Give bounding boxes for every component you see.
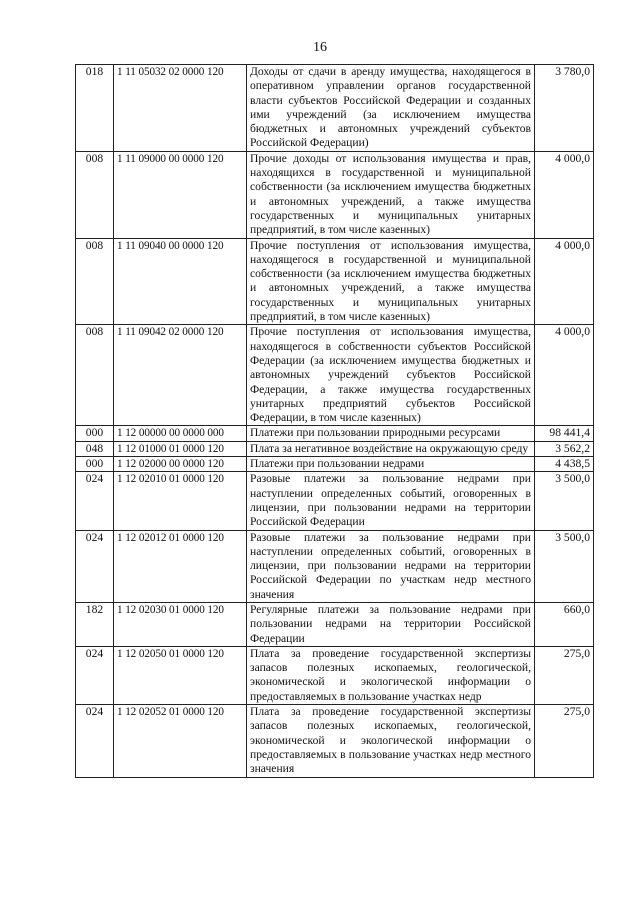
admin-code-cell: 048 <box>76 441 114 456</box>
table-row <box>76 457 594 472</box>
classification-code-cell: 1 12 02000 00 0000 120 <box>114 457 247 472</box>
revenue-name-cell: Прочие доходы от использования имущества и прав, находящихся в государственной и муниципальной собственности (за исключением имущества бюджетных и автономных учреждений, а также имущества государственных и муниципальных унитарных предприятий, в том числе казенных) <box>247 151 535 238</box>
amount-cell: 98 441,4 <box>535 426 594 441</box>
table-row <box>76 151 594 238</box>
classification-code-cell: 1 12 02010 01 0000 120 <box>114 472 247 530</box>
amount-cell: 3 500,0 <box>535 472 594 530</box>
revenue-name-cell: Разовые платежи за пользование недрами при наступлении определенных событий, оговоренных в лицензии, при пользовании недрами на территории Российской Федерации <box>247 472 535 530</box>
admin-code-cell: 024 <box>76 530 114 602</box>
table-row <box>76 705 594 777</box>
admin-code-cell: 024 <box>76 705 114 777</box>
amount-cell: 660,0 <box>535 602 594 646</box>
admin-code-cell: 018 <box>76 65 114 152</box>
amount-cell: 275,0 <box>535 646 594 704</box>
classification-code-cell: 1 11 05032 02 0000 120 <box>114 65 247 152</box>
table-row <box>76 65 594 152</box>
admin-code-cell: 008 <box>76 325 114 426</box>
revenue-name-cell: Платежи при пользовании природными ресурсами <box>247 426 535 441</box>
revenue-table-body <box>76 65 594 778</box>
admin-code-cell: 182 <box>76 602 114 646</box>
table-row <box>76 325 594 426</box>
amount-cell: 3 780,0 <box>535 65 594 152</box>
table-row <box>76 602 594 646</box>
admin-code-cell: 008 <box>76 238 114 325</box>
classification-code-cell: 1 12 02050 01 0000 120 <box>114 646 247 704</box>
classification-code-cell: 1 11 09000 00 0000 120 <box>114 151 247 238</box>
revenue-table <box>75 64 594 778</box>
classification-code-cell: 1 12 02030 01 0000 120 <box>114 602 247 646</box>
classification-code-cell: 1 12 00000 00 0000 000 <box>114 426 247 441</box>
revenue-name-cell: Прочие поступления от использования имущества, находящегося в государственной и муниципальной собственности (за исключением имущества бюджетных и автономных учреждений, а также имущества государственных и муниципальных унитарных предприятий, в том числе казенных) <box>247 238 535 325</box>
classification-code-cell: 1 11 09042 02 0000 120 <box>114 325 247 426</box>
revenue-name-cell: Прочие поступления от использования имущества, находящегося в собственности субъектов Российской Федерации (за исключением имущества бюджетных и автономных учреждений субъектов Российской Федерации, а также имущества государственных унитарных предприятий субъектов Российской Федерации, в том числе казенных) <box>247 325 535 426</box>
page-number: 16 <box>313 40 327 55</box>
classification-code-cell: 1 12 02052 01 0000 120 <box>114 705 247 777</box>
admin-code-cell: 000 <box>76 457 114 472</box>
revenue-name-cell: Доходы от сдачи в аренду имущества, находящегося в оперативном управлении органов государственной власти субъектов Российской Федерации и созданных ими учреждений (за исключением имущества бюджетных и автономных учреждений субъектов Российской Федерации) <box>247 65 535 152</box>
classification-code-cell: 1 12 01000 01 0000 120 <box>114 441 247 456</box>
admin-code-cell: 000 <box>76 426 114 441</box>
revenue-name-cell: Платежи при пользовании недрами <box>247 457 535 472</box>
amount-cell: 3 562,2 <box>535 441 594 456</box>
revenue-name-cell: Плата за проведение государственной экспертизы запасов полезных ископаемых, геологической, экономической и экологической информации о предоставляемых в пользование участках недр <box>247 646 535 704</box>
admin-code-cell: 024 <box>76 472 114 530</box>
table-row <box>76 426 594 441</box>
amount-cell: 4 000,0 <box>535 151 594 238</box>
amount-cell: 3 500,0 <box>535 530 594 602</box>
table-row <box>76 472 594 530</box>
table-row <box>76 441 594 456</box>
table-row <box>76 646 594 704</box>
amount-cell: 4 000,0 <box>535 325 594 426</box>
revenue-name-cell: Плата за проведение государственной экспертизы запасов полезных ископаемых, геологической, экономической и экологической информации о предоставляемых в пользование участках недр местного значения <box>247 705 535 777</box>
amount-cell: 275,0 <box>535 705 594 777</box>
admin-code-cell: 024 <box>76 646 114 704</box>
revenue-name-cell: Разовые платежи за пользование недрами при наступлении определенных событий, оговоренных в лицензии, при пользовании недрами на территории Российской Федерации по участкам недр местного значения <box>247 530 535 602</box>
amount-cell: 4 000,0 <box>535 238 594 325</box>
table-row <box>76 530 594 602</box>
revenue-name-cell: Плата за негативное воздействие на окружающую среду <box>247 441 535 456</box>
amount-cell: 4 438,5 <box>535 457 594 472</box>
classification-code-cell: 1 12 02012 01 0000 120 <box>114 530 247 602</box>
table-row <box>76 238 594 325</box>
revenue-name-cell: Регулярные платежи за пользование недрами при пользовании недрами на территории Российской Федерации <box>247 602 535 646</box>
admin-code-cell: 008 <box>76 151 114 238</box>
classification-code-cell: 1 11 09040 00 0000 120 <box>114 238 247 325</box>
